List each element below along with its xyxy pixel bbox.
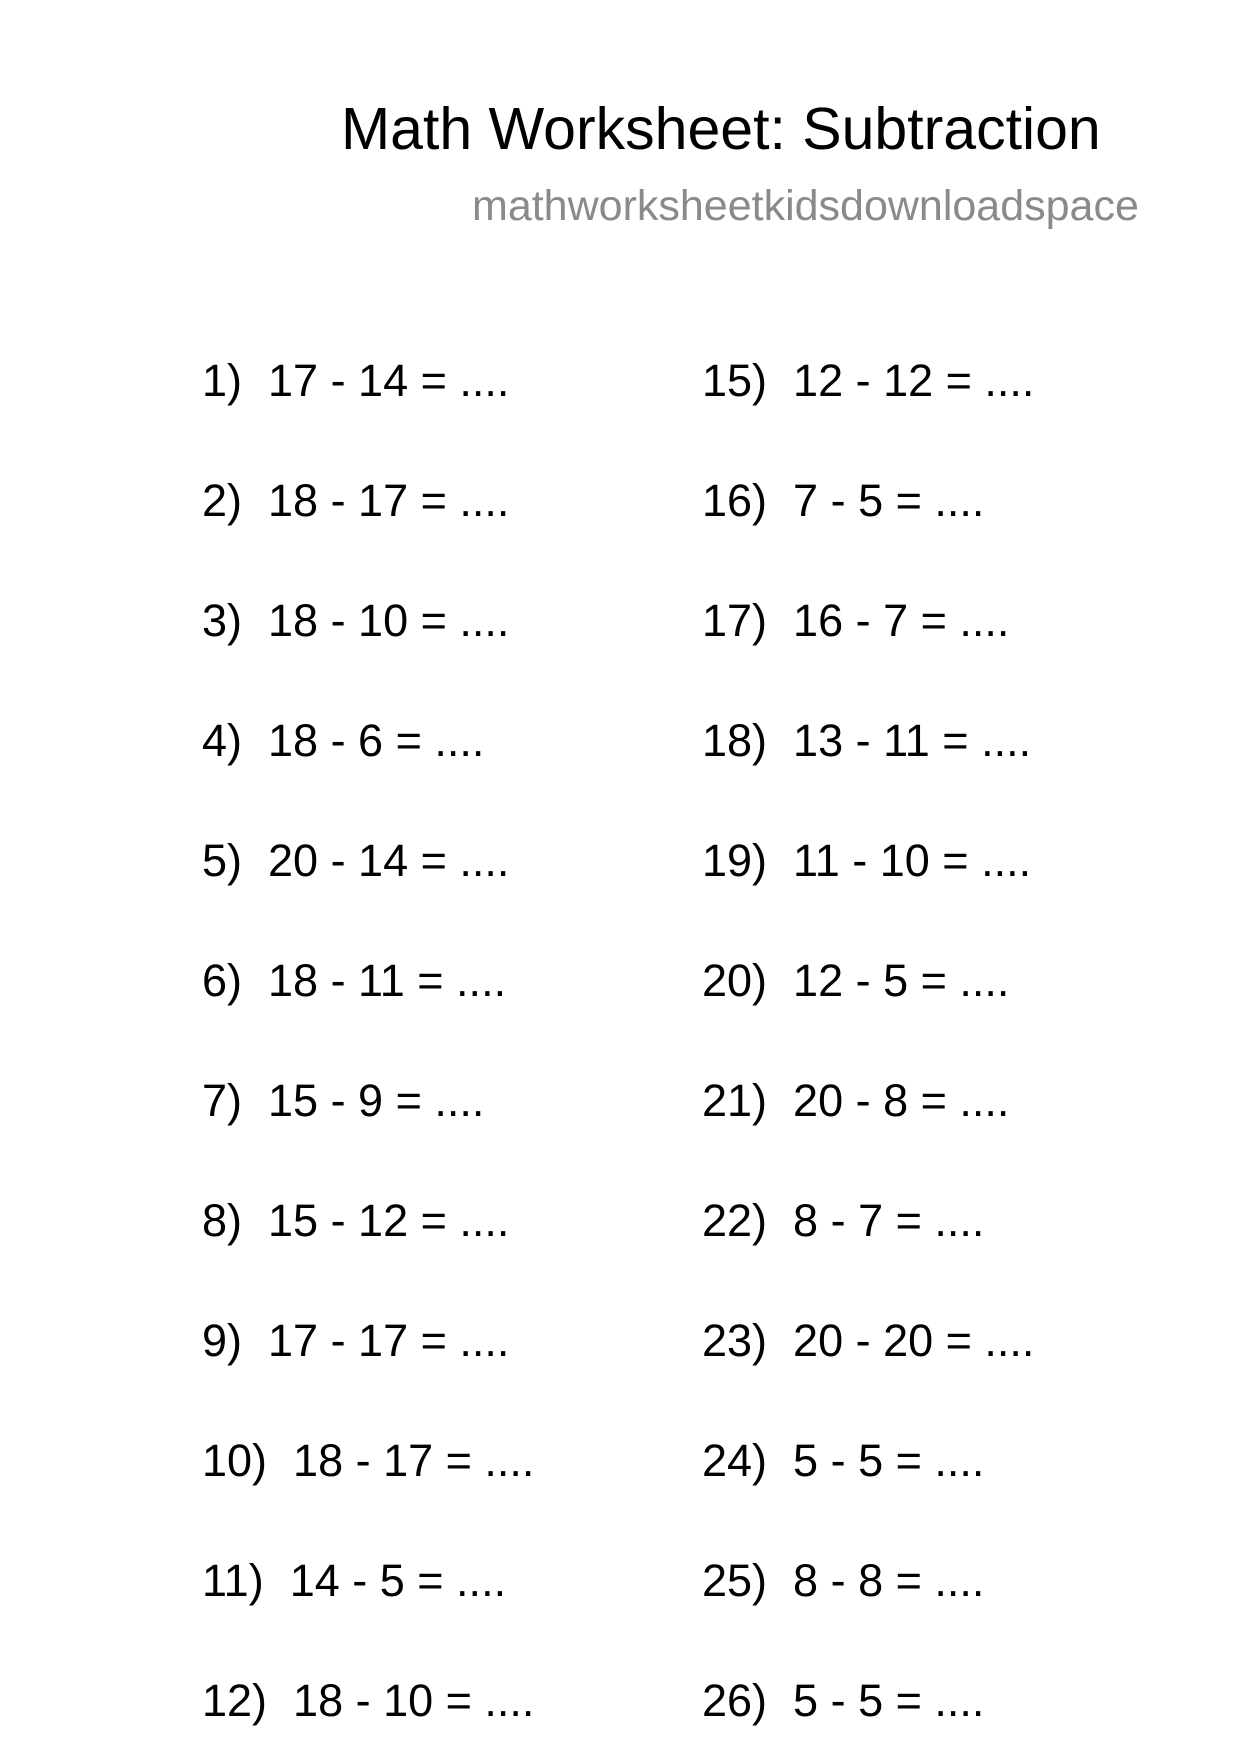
problem-item <box>202 475 510 526</box>
problem-expression: 20 - 8 = .... <box>793 1075 1010 1126</box>
problem-item <box>702 955 1010 1006</box>
problem-number: 15) <box>702 355 768 406</box>
problem-expression: 13 - 11 = .... <box>793 715 1032 766</box>
problem-number: 19) <box>702 835 768 886</box>
problem-number: 20) <box>702 955 768 1006</box>
problem-item <box>702 835 1032 886</box>
problem-number: 17) <box>702 595 768 646</box>
problem-item <box>202 715 485 766</box>
problem-item <box>702 1075 1010 1126</box>
problem-expression: 5 - 5 = .... <box>793 1675 985 1726</box>
problem-expression: 12 - 5 = .... <box>793 955 1010 1006</box>
problem-number: 26) <box>702 1675 768 1726</box>
problem-number: 23) <box>702 1315 768 1366</box>
problem-item <box>202 355 510 406</box>
problem-expression: 8 - 8 = .... <box>793 1555 985 1606</box>
problem-expression: 17 - 17 = .... <box>268 1315 510 1366</box>
problem-item <box>202 955 507 1006</box>
problem-expression: 18 - 11 = .... <box>268 955 507 1006</box>
problem-expression: 14 - 5 = .... <box>289 1555 507 1606</box>
problem-item <box>702 1555 985 1606</box>
problem-expression: 12 - 12 = .... <box>793 355 1035 406</box>
problem-item <box>202 1435 535 1486</box>
problem-number: 21) <box>702 1075 768 1126</box>
problem-expression: 20 - 14 = .... <box>268 835 510 886</box>
problem-number: 12) <box>202 1675 268 1726</box>
problem-item <box>202 835 510 886</box>
problem-number: 4) <box>202 715 243 766</box>
problem-number: 1) <box>202 355 243 406</box>
problem-item <box>202 1315 510 1366</box>
problem-expression: 18 - 6 = .... <box>268 715 485 766</box>
problem-expression: 15 - 12 = .... <box>268 1195 510 1246</box>
problem-item <box>202 1555 507 1606</box>
problem-expression: 16 - 7 = .... <box>793 595 1010 646</box>
problem-item <box>702 595 1010 646</box>
problem-expression: 7 - 5 = .... <box>793 475 985 526</box>
problem-expression: 5 - 5 = .... <box>793 1435 985 1486</box>
problem-item <box>702 1435 985 1486</box>
problem-number: 16) <box>702 475 768 526</box>
problem-item <box>702 1195 985 1246</box>
problem-number: 6) <box>202 955 243 1006</box>
problem-item <box>202 595 510 646</box>
problem-expression: 20 - 20 = .... <box>793 1315 1035 1366</box>
problem-expression: 18 - 17 = .... <box>268 475 510 526</box>
page-title: Math Worksheet: Subtraction <box>341 96 1101 162</box>
problem-item <box>702 355 1035 406</box>
problem-number: 9) <box>202 1315 243 1366</box>
problem-number: 25) <box>702 1555 768 1606</box>
problem-number: 10) <box>202 1435 268 1486</box>
problem-number: 7) <box>202 1075 243 1126</box>
problem-number: 2) <box>202 475 243 526</box>
problem-expression: 15 - 9 = .... <box>268 1075 485 1126</box>
page-subtitle: mathworksheetkidsdownloadspace <box>472 182 1139 230</box>
problem-item <box>702 475 985 526</box>
problem-number: 11) <box>202 1555 264 1606</box>
problem-expression: 18 - 17 = .... <box>293 1435 535 1486</box>
problem-item <box>202 1075 485 1126</box>
problem-number: 18) <box>702 715 768 766</box>
problem-number: 5) <box>202 835 243 886</box>
problem-item <box>702 1675 985 1726</box>
problem-expression: 8 - 7 = .... <box>793 1195 985 1246</box>
problem-number: 22) <box>702 1195 768 1246</box>
problem-number: 8) <box>202 1195 243 1246</box>
problem-item <box>702 715 1032 766</box>
problem-expression: 11 - 10 = .... <box>793 835 1032 886</box>
problem-number: 24) <box>702 1435 768 1486</box>
problem-item <box>702 1315 1035 1366</box>
problem-item <box>202 1195 510 1246</box>
problem-expression: 18 - 10 = .... <box>268 595 510 646</box>
problem-item <box>202 1675 535 1726</box>
problem-expression: 18 - 10 = .... <box>293 1675 535 1726</box>
problem-number: 3) <box>202 595 243 646</box>
problem-expression: 17 - 14 = .... <box>268 355 510 406</box>
